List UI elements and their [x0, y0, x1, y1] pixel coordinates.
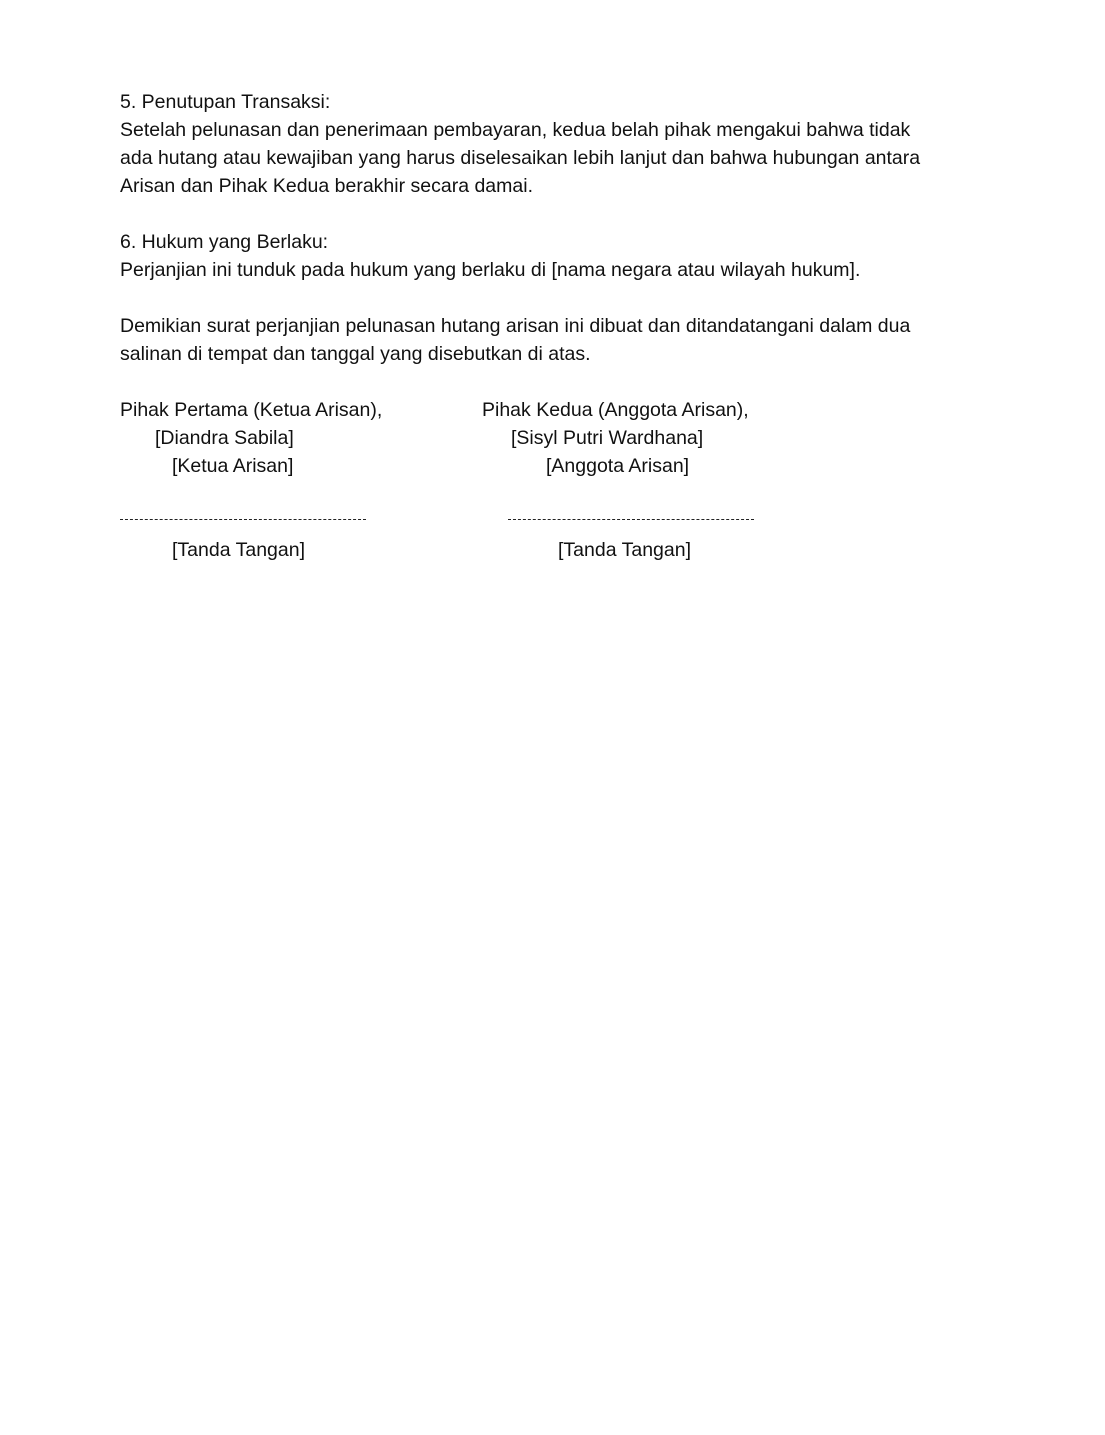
- closing-paragraph: [120, 312, 1000, 368]
- first-party-title: Pihak Pertama (Ketua Arisan),: [120, 399, 383, 421]
- first-party-role: [Ketua Arisan]: [172, 455, 294, 477]
- section-6: [120, 228, 1000, 284]
- section-5-line-1: Setelah pelunasan dan penerimaan pembayaran, kedua belah pihak mengakui bahwa tidak: [120, 119, 911, 141]
- second-party-name: [Sisyl Putri Wardhana]: [511, 427, 704, 449]
- second-signature-line: [508, 519, 754, 520]
- section-5-heading: 5. Penutupan Transaksi:: [120, 91, 331, 113]
- section-5-line-2: ada hutang atau kewajiban yang harus diselesaikan lebih lanjut dan bahwa hubungan antara: [120, 147, 921, 169]
- closing-line-1: Demikian surat perjanjian pelunasan hutang arisan ini dibuat dan ditandatangani dalam dua: [120, 315, 911, 337]
- second-signature-label: [Tanda Tangan]: [558, 539, 692, 561]
- first-signature-line: [120, 519, 366, 520]
- second-party-title: Pihak Kedua (Anggota Arisan),: [482, 399, 749, 421]
- section-6-line-1: Perjanjian ini tunduk pada hukum yang berlaku di [nama negara atau wilayah hukum].: [120, 259, 861, 281]
- second-party-role: [Anggota Arisan]: [546, 455, 690, 477]
- section-6-heading: 6. Hukum yang Berlaku:: [120, 231, 329, 253]
- first-party-name: [Diandra Sabila]: [155, 427, 294, 449]
- section-5: [120, 88, 1000, 200]
- first-signature-label: [Tanda Tangan]: [172, 539, 306, 561]
- closing-line-2: salinan di tempat dan tanggal yang disebutkan di atas.: [120, 343, 591, 365]
- section-5-line-3: Arisan dan Pihak Kedua berakhir secara damai.: [120, 175, 533, 197]
